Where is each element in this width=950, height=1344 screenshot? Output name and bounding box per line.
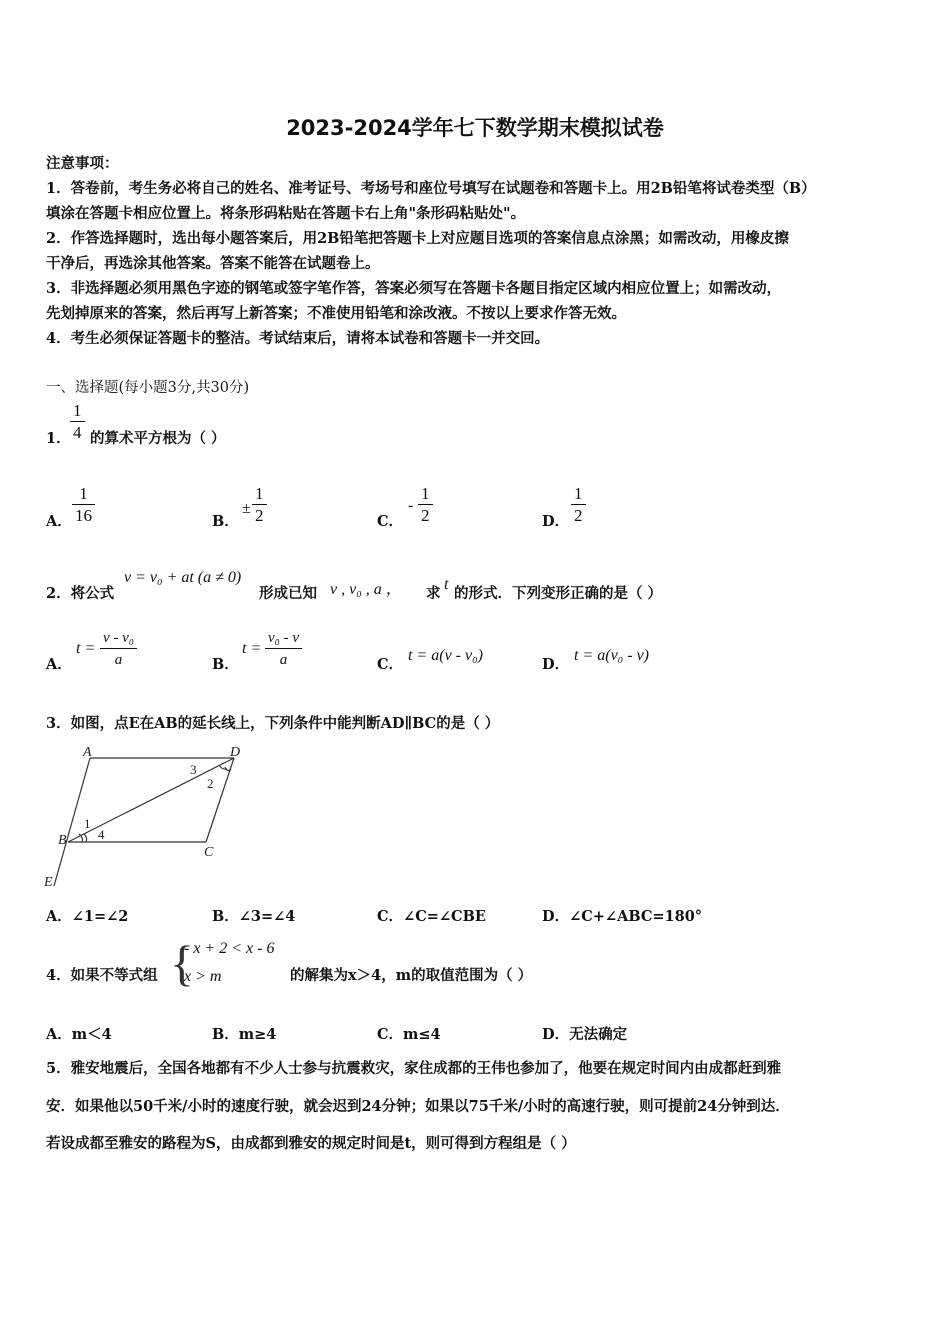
angle-arc-4 [84, 834, 87, 842]
q2-formula: v = v₀ + at (a ≠ 0) [124, 569, 242, 586]
q1-option-b-sign: ± [242, 500, 251, 517]
q5-line: 5．雅安地震后，全国各地都有不少人士参与抗震救灾，家住成都的王伟也参加了，他要在规定时间内由成都赶到雅 [46, 1060, 782, 1077]
notice-line: 3．非选择题必须用黑色字迹的钢笔或签字笔作答，答案必须写在答题卡各题目指定区域内相应位置上；如需改动， [46, 280, 782, 297]
page-title: 2023-2024学年七下数学期末模拟试卷 [286, 116, 664, 140]
notice-line: 4．考生必须保证答题卡的整洁。考试结束后，请将本试卷和答题卡一并交回。 [46, 330, 550, 347]
q1-text: 的算术平方根为（ ） [90, 430, 226, 447]
q5-line: 若设成都至雅安的路程为S，由成都到雅安的规定时间是t，则可得到方程组是（ ） [46, 1135, 576, 1152]
label-c: C [204, 845, 214, 860]
q2-option-c-label: C． [377, 656, 404, 673]
label-b: B [58, 833, 67, 848]
q4-number: 4．如果不等式组 [46, 967, 158, 984]
q4-tail-text: 的解集为x＞4，m的取值范围为（ ） [290, 967, 533, 984]
notice-heading: 注意事项： [46, 155, 119, 172]
q5-line: 安．如果他以50千米/小时的速度行驶，就会迟到24分钟；如果以75千米/小时的高速行驶，则可提前24分钟到达． [46, 1098, 790, 1115]
q2-option-c-expr: t = a(v - v₀) [408, 647, 483, 664]
q2-option-b-fraction: $\frac{\text{v₀ - v}}{a}$ [265, 628, 302, 671]
q4-inequality-1: - x + 2 < x - 6 [184, 940, 275, 957]
q2-t-var: t [444, 576, 449, 593]
line-bd [68, 758, 234, 842]
label-angle-2: 2 [207, 776, 214, 791]
notice-line: 先划掉原来的答案，然后再写上新答案；不准使用铅笔和涂改液。不按以上要求作答无效。 [46, 305, 626, 322]
q4-option-c: C．m≤4 [377, 1026, 441, 1043]
label-angle-4: 4 [98, 827, 105, 842]
q1-fraction: $\frac{1}{4}$ [70, 401, 85, 444]
q2-option-a-lhs: t = [76, 640, 96, 657]
q1-option-c-label: C． [377, 513, 404, 530]
q1-option-b-fraction: $\frac{1}{2}$ [252, 484, 267, 527]
q1-option-c-sign: - [408, 497, 414, 514]
q1-option-d-fraction: $\frac{1}{2}$ [571, 484, 586, 527]
q2-option-b-label: B． [212, 656, 239, 673]
label-angle-3: 3 [190, 762, 197, 777]
label-d: D [230, 745, 241, 760]
q3-text: 3．如图，点E在AB的延长线上，下列条件中能判断AD∥BC的是（ ） [46, 715, 500, 732]
q4-option-a: A．m＜4 [46, 1026, 112, 1043]
q1-option-a-fraction: $\frac{1}{16}$ [72, 484, 95, 527]
q2-option-d-expr: t = a(v₀ - v) [574, 647, 649, 664]
q4-brace: { [170, 935, 194, 991]
q3-option-c: C．∠C=∠CBE [377, 908, 486, 925]
q2-option-a-label: A． [46, 656, 72, 673]
section-heading: 一、选择题(每小题3分,共30分) [46, 380, 250, 396]
q3-option-b: B．∠3=∠4 [212, 908, 296, 925]
label-a: A [83, 745, 92, 760]
q1-option-d-label: D． [542, 513, 570, 530]
q1-option-b-label: B． [212, 513, 239, 530]
q4-option-d: D．无法确定 [542, 1026, 628, 1043]
q2-tail-text: 的形式．下列变形正确的是（ ） [454, 585, 663, 602]
notice-line: 填涂在答题卡相应位置上。将条形码粘贴在答题卡右上角"条形码粘贴处"。 [46, 205, 526, 222]
q3-parallelogram-figure [42, 738, 252, 890]
q3-option-d: D．∠C+∠ABC=180° [542, 908, 703, 925]
q2-mid-text: 形成已知 [259, 585, 317, 602]
q1-option-c-fraction: $\frac{1}{2}$ [418, 484, 433, 527]
q2-ask-text: 求 [426, 585, 441, 602]
label-e: E [44, 875, 53, 890]
q4-option-b: B．m≥4 [212, 1026, 277, 1043]
label-angle-1: 1 [84, 816, 91, 831]
q4-inequality-2: x > m [184, 968, 222, 985]
notice-line: 2．作答选择题时，选出每小题答案后，用2B铅笔把答题卡上对应题目选项的答案信息点涂黑；如需改动，用橡皮擦 [46, 230, 789, 247]
q2-option-d-label: D． [542, 656, 570, 673]
q2-option-a-fraction: $\frac{\text{v - v₀}}{a}$ [100, 628, 137, 671]
q2-known-vars: v , v₀ , a ， [330, 581, 402, 598]
q1-option-a-label: A． [46, 513, 72, 530]
notice-line: 1．答卷前，考生务必将自己的姓名、准考证号、考场号和座位号填写在试题卷和答题卡上。用2B铅笔将试卷类型（B） [46, 180, 816, 197]
notice-line: 干净后，再选涂其他答案。答案不能答在试题卷上。 [46, 255, 380, 272]
q2-number: 2．将公式 [46, 585, 115, 602]
q2-option-b-lhs: t = [242, 640, 262, 657]
q1-number: 1． [46, 430, 71, 447]
q3-option-a: A．∠1=∠2 [46, 908, 129, 925]
